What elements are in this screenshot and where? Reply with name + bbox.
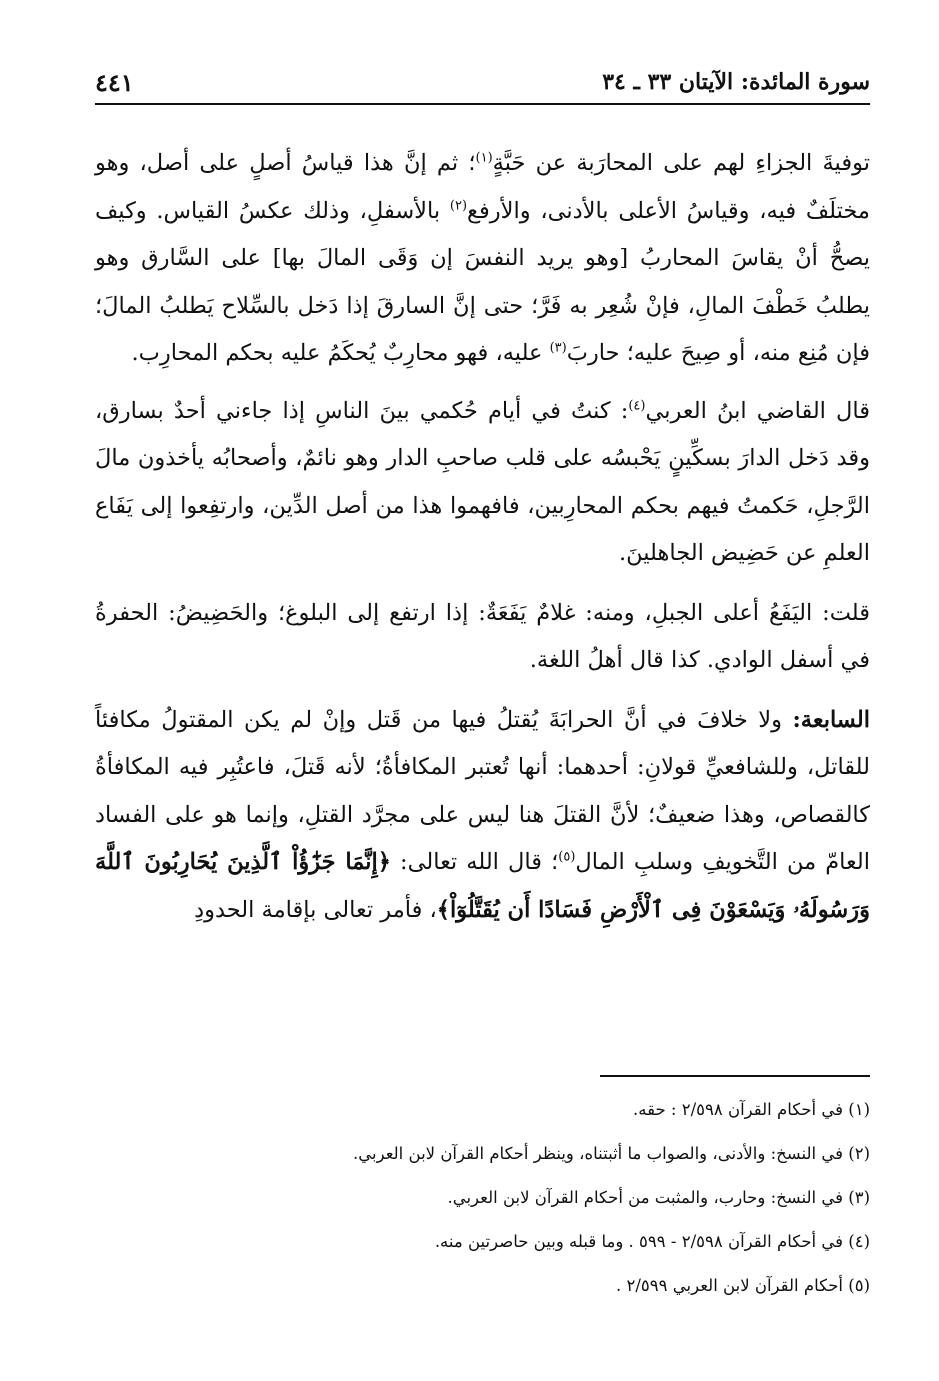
paragraph-1 [95,140,870,378]
footnote-ref-2[interactable]: (٢) [449,198,468,213]
paragraph-4-text-b: ؛ قال الله تعالى: [390,849,559,875]
paragraph-2-text-a: قال القاضي ابنُ العربي [645,397,871,424]
paragraph-4 [95,697,870,935]
main-text [95,140,870,946]
paragraph-4-text-a: ولا خلافَ في أنَّ الحرابَةَ يُقتلُ فيها من قَتل وإنْ لم يكن المقتولُ مكافئاً للقاتل، وللشافعيِّ قولانِ: أحدهما: أنها تُعتبر المكافأةُ؛ لأنه قَتلَ، فاعتُبِر فيه المكافأةُ كالقصاص، وهذا ضعيفٌ؛ لأنَّ القتلَ هنا ليس على مجرَّد القتلِ، وإنما هو على الفساد العامّ من التَّخويفِ وسلبِ المال [95,706,870,875]
footnote-divider [600,1075,870,1077]
page-number: ٤٤١ [95,67,134,97]
footnote-1: (١) في أحكام القرآن ٢/٥٩٨ : حقه. [633,1100,870,1119]
paragraph-2 [95,388,870,578]
footnotes [95,1088,870,1308]
footnote-ref-3[interactable]: (٣) [549,340,567,356]
quran-verse: ﴿إِنَّمَا جَزَٰٓؤُاْ ٱلَّذِينَ يُحَارِبُونَ ٱللَّهَ وَرَسُولَهُۥ وَيَسْعَوْنَ فِى ٱلْأَرْضِ فَسَادًا أَن يُقَتَّلُوٓاْ﴾ [95,849,870,923]
paragraph-1-text-c: بالأسفلِ، وذلك عكسُ القياس. وكيف يصحُّ أنْ يقاسَ المحاربُ [وهو يريد النفسَ إن وَقَى المالَ بها] على السَّارق وهو يطلبُ خَطْفَ المالِ، فإنْ شُعِر به فَرَّ؛ حتى إنَّ السارقَ إذا دَخل بالسِّلاح يَطلبُ المالَ؛ فإن مُنِع منه، أو صِيحَ عليه؛ حاربَ [95,197,870,366]
footnote-2: (٢) في النسخ: والأدنى، والصواب ما أثبتناه، وينظر أحكام القرآن لابن العربي. [353,1144,870,1163]
footnote-3: (٣) في النسخ: وحارب، والمثبت من أحكام القرآن لابن العربي. [447,1188,870,1207]
paragraph-1-text-b: ؛ ثم إنَّ هذا قياسُ أصلٍ على أصل، وهو مختلَفٌ فيه، وقياسُ الأعلى بالأدنى، والأرفع [95,150,870,224]
running-title: سورة المائدة: الآيتان ٣٣ ـ ٣٤ [602,69,870,95]
footnote-4: (٤) في أحكام القرآن ٢/٥٩٨ - ٥٩٩ . وما قبله وبين حاصرتين منه. [434,1232,870,1251]
footnote-ref-4[interactable]: (٤) [628,398,646,413]
paragraph-1-text-a: توفيةَ الجزاءِ لهم على المحارَبة عن حَبَّةٍ [492,150,870,176]
footnote-5: (٥) أحكام القرآن لابن العربي ٢/٥٩٩ . [616,1276,870,1295]
footnote-ref-5[interactable]: (٥) [558,849,576,865]
paragraph-4-text-c: ، فأمر تعالى بإقامة الحدودِ [194,896,437,923]
section-heading-seventh: السابعة: [792,706,870,733]
paragraph-3: قلت: اليَفَعُ أعلى الجبلِ، ومنه: غلامٌ يَفَعَةٌ: إذا ارتفع إلى البلوغ؛ والحَضِيضُ: الحفرةُ في أسفل الوادي. كذا قال أهلُ اللغة. [95,599,870,673]
running-header [95,62,870,102]
paragraph-2-text-b: : كنتُ في أيام حُكمي بينَ الناسِ إذا جاءني أحدٌ بسارق، وقد دَخل الدارَ بسكِّينٍ يَحْبسُه على قلب صاحبِ الدار وهو نائمٌ، وأصحابُه يأخذون مالَ الرَّجلِ، حَكمتُ فيهم بحكم المحارِبين، فافهموا هذا من أصل الدِّين، وارتفِعوا إلى يَفَاع العلمِ عن حَضِيض الجاهلينَ. [95,397,870,566]
footnote-ref-1[interactable]: (١) [475,150,493,166]
paragraph-1-text-d: عليه، فهو محارِبٌ يُحكَمُ عليه بحكم المحارِب. [131,340,550,366]
header-divider [95,103,870,105]
